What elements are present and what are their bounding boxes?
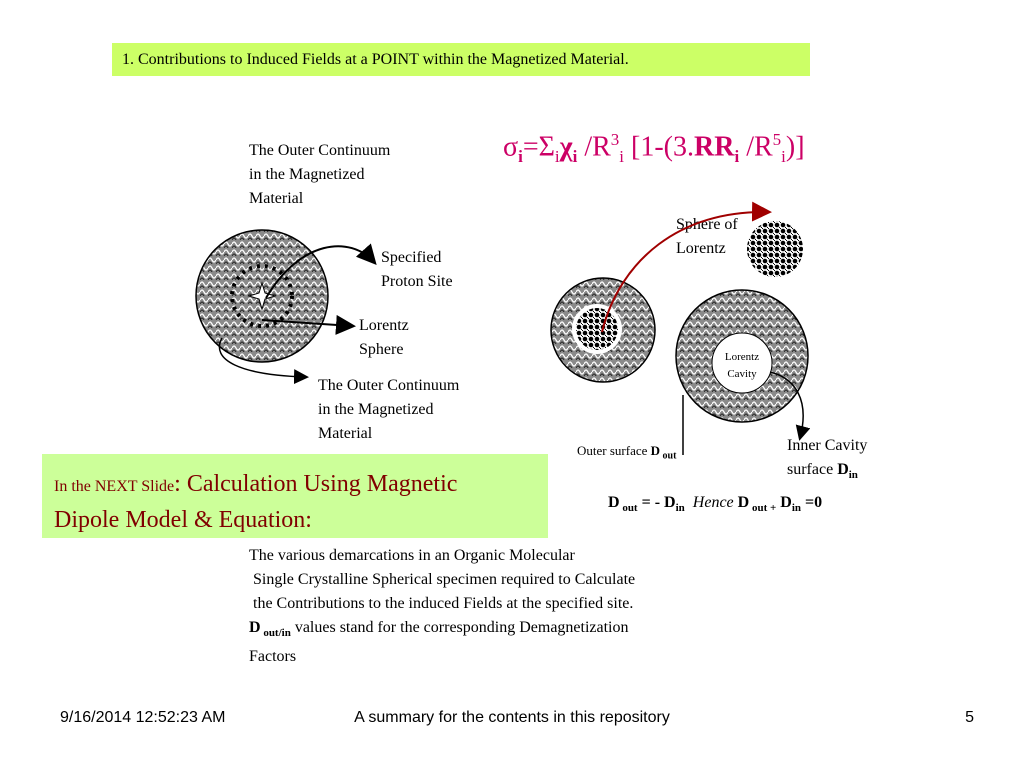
description-text: The various demarcations in an Organic Molecular Single Crystalline Spherical specimen required to Calculate the Contributions to the induced Fields at the specified site. D $_{out/in}$ values stand for the corresponding Demagnetization Factors (249, 547, 636, 666)
lorentz-sphere-dense (576, 308, 618, 350)
sphere-of-lorentz-label: Sphere of Lorentz (676, 216, 738, 257)
demag-relation: D $_{out}$ = - $D_{in}$ Hence D $_{out +}$ $D_{in} =0$ (608, 494, 823, 515)
outer-continuum-label-bottom: The Outer Continuum in the Magnetized Material (318, 377, 460, 442)
isolated-lorentz-sphere (747, 221, 803, 277)
lorentz-cavity (712, 333, 772, 393)
lorentz-cavity-label-1: Lorentz (724, 351, 760, 363)
outer-surface-label: Outer surface D $_{out}$ (577, 443, 677, 462)
outer-continuum-label-top: The Outer Continuum in the Magnetized Material (249, 142, 391, 207)
lorentz-sphere-label: Lorentz Sphere (359, 317, 409, 358)
footer-page-number: 5 (965, 709, 974, 726)
slide-title: 1. Contributions to Induced Fields at a POINT within the Magnetized Material. (122, 51, 629, 68)
lorentz-cavity-label-2: Cavity (727, 368, 757, 380)
next-slide-note: In the NEXT Slide: Calculation Using Magnetic Dipole Model & Equation: (42, 454, 548, 538)
footer-date: 9/16/2014 12:52:23 AM (60, 709, 226, 726)
sigma-formula: $\sigma_i=\Sigma_i\chi_i$ $/R^3_i$ [$1-(3.RR_i$ $/R^5_i$)] (503, 130, 805, 166)
proton-site-label: Specified Proton Site (381, 249, 453, 290)
footer-summary: A summary for the contents in this repository (354, 709, 670, 726)
inner-cavity-label: Inner Cavity surface $D_{in}$ (787, 437, 868, 482)
